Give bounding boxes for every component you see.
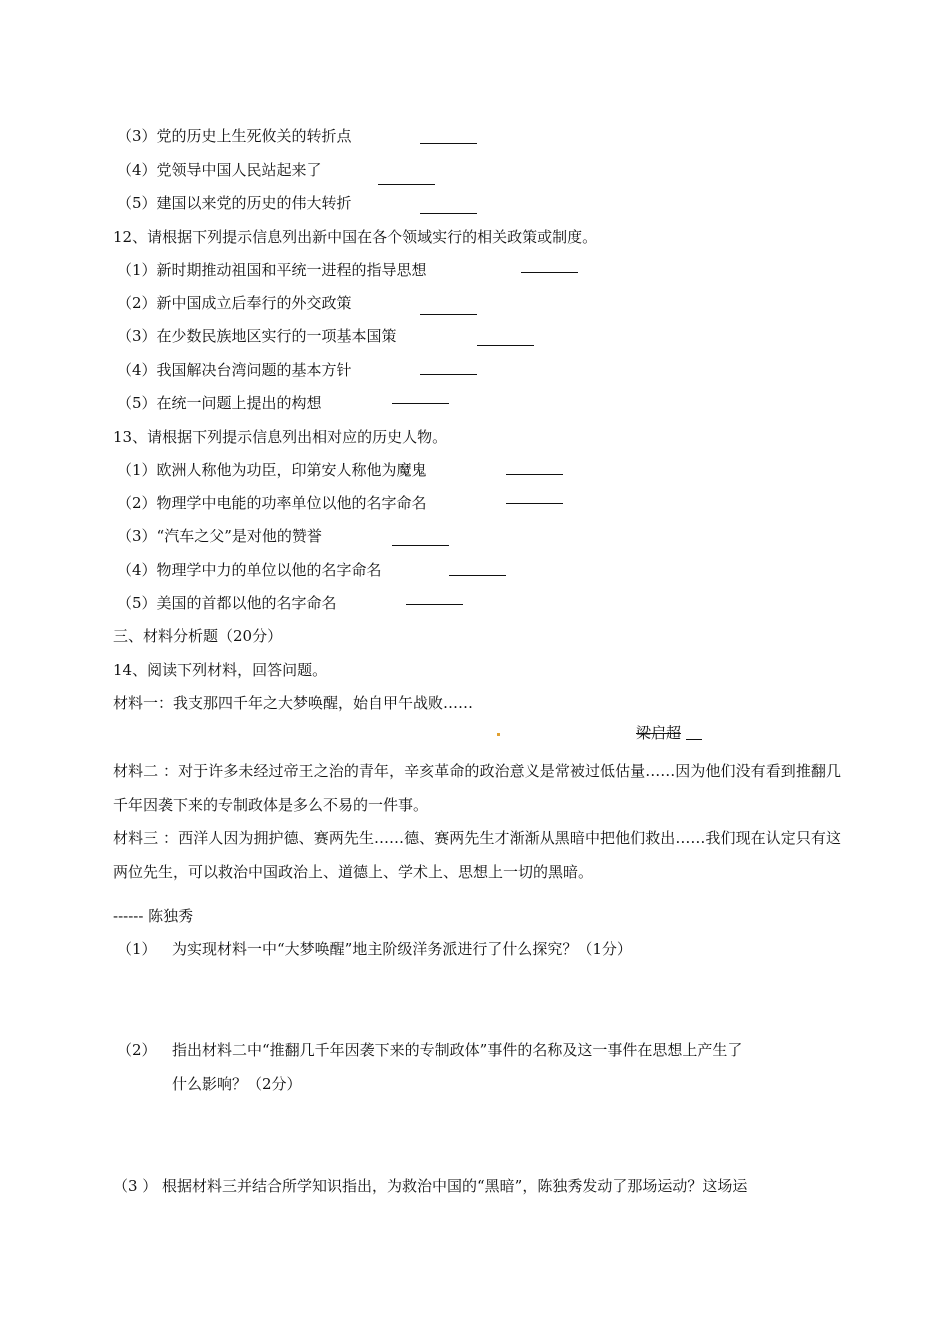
answer-blank[interactable] xyxy=(420,374,477,375)
section-3-title: 三、材料分析题（20分） xyxy=(113,627,283,645)
material-3-author: ------ 陈独秀 xyxy=(113,907,194,925)
answer-blank[interactable] xyxy=(420,314,477,315)
author-underline xyxy=(686,739,702,740)
answer-blank[interactable] xyxy=(420,143,477,144)
q13-item-2: （2）物理学中电能的功率单位以他的名字命名 xyxy=(117,494,427,512)
q13-item-4: （4）物理学中力的单位以他的名字命名 xyxy=(117,561,382,579)
subq-2-text: 指出材料二中“推翻几千年因袭下来的专制政体”事件的名称及这一事件在思想上产生了 xyxy=(172,1041,743,1059)
subq-2-number: （2） xyxy=(117,1041,157,1059)
answer-blank[interactable] xyxy=(406,604,463,605)
q11-item-5: （5）建国以来党的历史的伟大转折 xyxy=(117,194,352,212)
q13-item-3: （3）“汽车之父”是对他的赞誉 xyxy=(117,527,322,545)
subq-2-text-cont: 什么影响？（2分） xyxy=(172,1075,302,1093)
subq-3-number: （3 ） xyxy=(113,1177,158,1195)
q11-item-3: （3）党的历史上生死攸关的转折点 xyxy=(117,127,352,145)
answer-blank[interactable] xyxy=(506,503,563,504)
answer-blank[interactable] xyxy=(449,575,506,576)
subq-1-number: （1） xyxy=(117,940,157,958)
answer-blank[interactable] xyxy=(392,403,449,404)
answer-blank[interactable] xyxy=(420,213,477,214)
q13-item-5: （5）美国的首都以他的名字命名 xyxy=(117,594,337,612)
q13-title: 13、请根据下列提示信息列出相对应的历史人物。 xyxy=(113,428,448,446)
answer-blank[interactable] xyxy=(477,345,534,346)
answer-blank[interactable] xyxy=(506,474,563,475)
q12-item-5: （5）在统一问题上提出的构想 xyxy=(117,394,322,412)
q13-item-1: （1）欧洲人称他为功臣，印第安人称他为魔鬼 xyxy=(117,461,427,479)
answer-blank[interactable] xyxy=(392,545,449,546)
subq-1-text: 为实现材料一中“大梦唤醒”地主阶级洋务派进行了什么探究？（1分） xyxy=(172,940,632,958)
material-2: 材料二 ：对于许多未经过帝王之治的青年，辛亥革命的政治意义是常被过低估量……因为他们没有看到推翻几千年因袭下来的专制政体是多么不易的一件事。 xyxy=(113,762,841,814)
q14-title: 14、阅读下列材料，回答问题。 xyxy=(113,661,328,679)
subq-3-text: 根据材料三并结合所学知识指出，为救治中国的“黑暗”，陈独秀发动了那场运动？这场运 xyxy=(162,1177,748,1195)
material-1: 材料一：我支那四千年之大梦唤醒，始自甲午战败…… xyxy=(113,694,474,712)
answer-blank[interactable] xyxy=(521,272,578,273)
q12-item-3: （3）在少数民族地区实行的一项基本国策 xyxy=(117,327,397,345)
q12-title: 12、请根据下列提示信息列出新中国在各个领域实行的相关政策或制度。 xyxy=(113,228,598,246)
material-1-author: 梁启超 xyxy=(636,724,682,742)
q12-item-1: （1）新时期推动祖国和平统一进程的指导思想 xyxy=(117,261,427,279)
stray-dot xyxy=(497,733,500,736)
material-3: 材料三 ：西洋人因为拥护德、赛两先生……德、赛两先生才渐渐从黑暗中把他们救出……我们现在认定只有这两位先生，可以救治中国政治上、道德上、学术上、思想上一切的黑暗。 xyxy=(113,829,841,881)
q12-item-2: （2）新中国成立后奉行的外交政策 xyxy=(117,294,352,312)
answer-blank[interactable] xyxy=(378,184,435,185)
q12-item-4: （4）我国解决台湾问题的基本方针 xyxy=(117,361,352,379)
q11-item-4: （4）党领导中国人民站起来了 xyxy=(117,161,322,179)
